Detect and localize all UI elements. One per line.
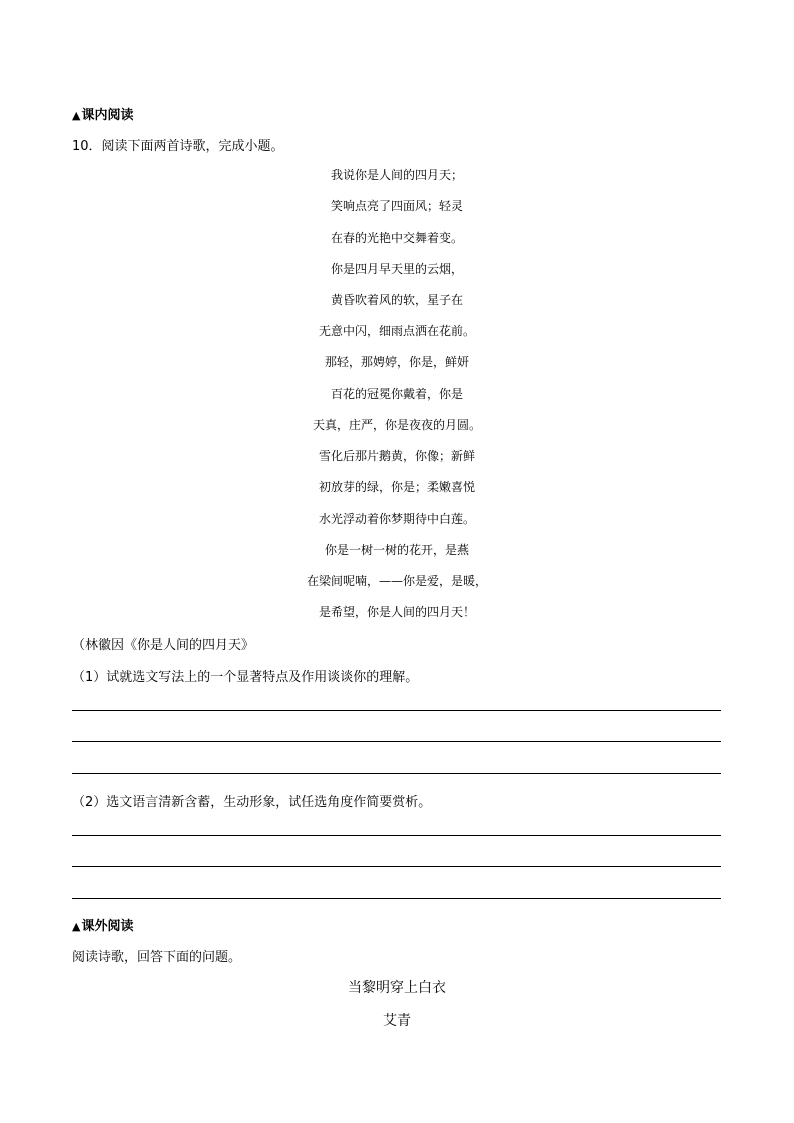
answer-line[interactable] <box>72 835 721 836</box>
section-heading-extra <box>72 915 133 934</box>
poem-line: 黄昏吹着风的软，星子在 <box>330 293 463 307</box>
sub-question-2: （2）选文语言清新含蓄，生动形象，试任选角度作简要赏析。 <box>72 795 432 810</box>
triangle-icon: ▲ <box>72 109 81 122</box>
section-title: 课外阅读 <box>81 919 134 934</box>
poem-line: 在梁间呢喃，——你是爱，是暖， <box>306 574 487 588</box>
poem2-title: 当黎明穿上白衣 <box>348 980 446 996</box>
poem-line: 百花的冠冕你戴着，你是 <box>330 387 463 401</box>
poem-line: 那轻，那娉婷，你是，鲜妍 <box>324 355 469 369</box>
poem-line: 无意中闪，细雨点洒在花前。 <box>318 324 475 338</box>
answer-line[interactable] <box>72 773 721 774</box>
question-stem: 10．阅读下面两首诗歌，完成小题。 <box>72 139 284 154</box>
answer-line[interactable] <box>72 866 721 867</box>
section-heading-in-class <box>72 104 133 123</box>
sub-question-1: （1）试就选文写法上的一个显著特点及作用谈谈你的理解。 <box>72 670 419 685</box>
triangle-icon: ▲ <box>72 920 81 933</box>
poem-line: 初放芽的绿，你是；柔嫩喜悦 <box>318 480 475 494</box>
section-title: 课内阅读 <box>81 108 134 123</box>
reading-instruction: 阅读诗歌，回答下面的问题。 <box>72 950 242 965</box>
answer-line[interactable] <box>72 898 721 899</box>
poem-source: （林徽因《你是人间的四月天》 <box>72 638 255 653</box>
poem-line: 你是四月早天里的云烟， <box>330 262 463 276</box>
poem2-author: 艾青 <box>383 1013 411 1029</box>
poem-line: 你是一树一树的花开，是燕 <box>324 543 469 557</box>
poem-line: 雪化后那片鹅黄，你像；新鲜 <box>318 449 475 463</box>
poem-line: 水光浮动着你梦期待中白莲。 <box>318 512 475 526</box>
answer-line[interactable] <box>72 710 721 711</box>
poem-line: 我说你是人间的四月天； <box>330 168 463 182</box>
poem-line: 是希望，你是人间的四月天！ <box>318 605 475 619</box>
poem-line: 在春的光艳中交舞着变。 <box>330 231 463 245</box>
answer-line[interactable] <box>72 741 721 742</box>
poem-line: 天真，庄严，你是夜夜的月圆。 <box>312 418 481 432</box>
poem-line: 笑响点亮了四面风；轻灵 <box>330 199 463 213</box>
